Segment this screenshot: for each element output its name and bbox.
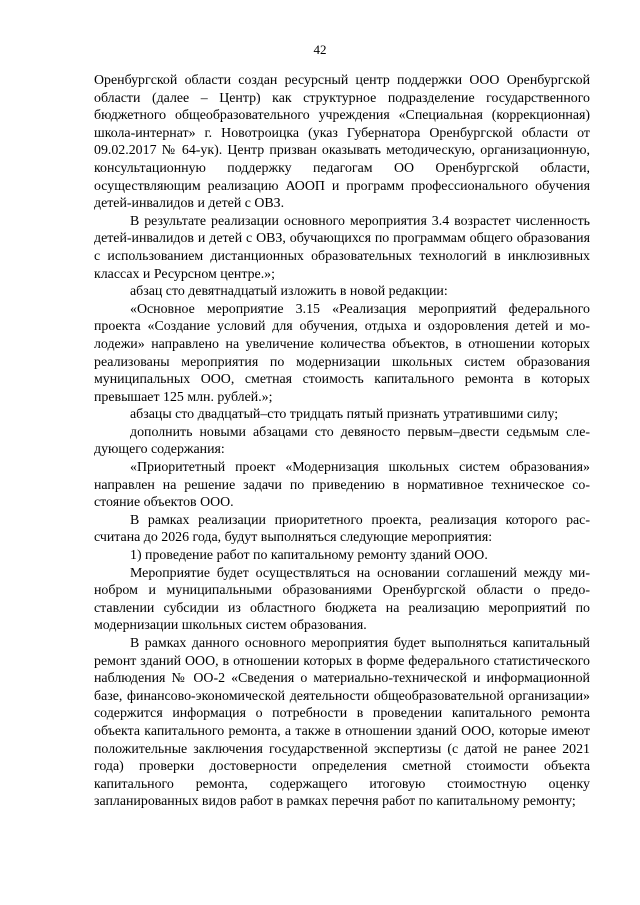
paragraph: В рамках реализации приоритетного проекта, реализация которого рассчитана до 2026 года, будут выполняться следующие мероприятия: — [94, 512, 590, 546]
page-number: 42 — [313, 42, 327, 57]
paragraph: Оренбургской области создан ресурсный центр поддержки ООО Оренбургской области (далее – Центр) как структурное подразделение государственного бюджетного общеобразовательного учреждения «Специальная (коррекционная) школа-интернат» г. Новотроицка (указ Губернатора Оренбургской области от 09.02.2017 № 64-ук). Центр призван оказывать методическую, организационную, консультационную поддержку педагогам ОО Оренбургской области, осуществляющим реализацию АООП и программ профессионального обучения детей-инвалидов и детей с ОВЗ. — [94, 73, 590, 212]
paragraph: дополнить новыми абзацами сто девяносто первым–двести седьмым следующего содержания: — [94, 424, 590, 458]
paragraph: В рамках данного основного мероприятия будет выполняться капитальный ремонт зданий ООО, в отношении которых в форме федерального статистического наблюдения № ОО-2 «Сведения о материально-технической и информационной базе, финансово-экономической деятельности общеобразовательной организации» содержится информация о потребности в проведении капитального ремонта объекта капитального ремонта, а также в отношении зданий ООО, которые имеют положительные заключения государственной экспертизы (с датой не ранее 2021 года) проверки достоверности определения сметной стоимости объекта капитального ремонта, содержащего итоговую стоимостную оценку запланированных видов работ в рамках перечня работ по капитальному ремонту; — [94, 636, 590, 810]
paragraph: В результате реализации основного мероприятия 3.4 возрастет численность детей-инвалидов и детей с ОВЗ, обучающихся по программам общего образования с использованием дистанционных образовательных технологий в инклюзивных классах и Ресурсном центре.»; — [94, 213, 590, 282]
paragraph: «Основное мероприятие 3.15 «Реализация мероприятий федерального проекта «Создание условий для обучения, отдыха и оздоровления детей и молодежи» направлено на увеличение количества объектов, в отношении которых реализованы мероприятия по модернизации школьных систем образования муниципальных ООО, сметная стоимость капитального ремонта в которых превышает 125 млн. рублей.»; — [94, 301, 590, 405]
paragraph: «Приоритетный проект «Модернизация школьных систем образования» направлен на решение задачи по приведению в нормативное техническое состояние объектов ООО. — [94, 460, 590, 511]
paragraph: абзац сто девятнадцатый изложить в новой редакции: — [130, 284, 448, 300]
paragraph: 1) проведение работ по капитальному ремонту зданий ООО. — [130, 548, 488, 564]
paragraph: абзацы сто двадцатый–сто тридцать пятый признать утратившими силу; — [130, 407, 559, 423]
document-body — [94, 72, 590, 811]
paragraph: Мероприятие будет осуществляться на основании соглашений между минобром и муниципальными образованиями Оренбургской области о предоставлении субсидии из областного бюджета на реализацию мероприятий по модернизации школьных систем образования. — [94, 565, 590, 634]
